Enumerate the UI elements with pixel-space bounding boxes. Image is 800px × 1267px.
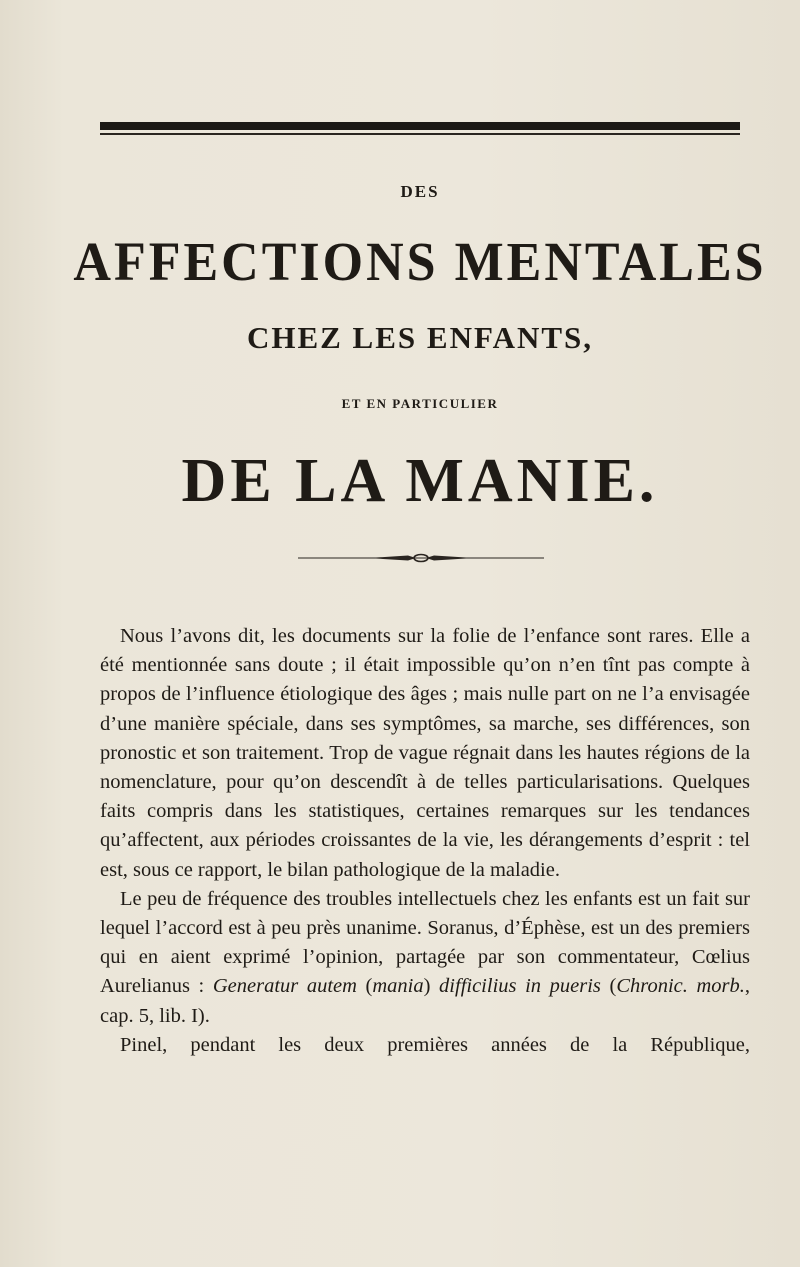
paren-open: ( <box>356 975 373 998</box>
reference-tail: , cap. 5, lib. I). <box>100 975 750 1027</box>
paragraph-2-text: Le peu de fréquence des troubles intellectuels chez les enfants est un fait sur lequel l’accord est à peu près unanime. Soranus, d’Éphèse, est un des premiers qui en aient exprimé l’opinion, partagée par son commentateur, Cœlius Aurelianus : <box>100 887 750 998</box>
paren-open-2: ( <box>600 975 617 998</box>
paragraph-3: Pinel, pendant les deux premières années de la République, <box>120 1033 750 1056</box>
latin-mania: mania <box>372 975 424 998</box>
top-double-rule <box>100 122 740 136</box>
latin-quote-2: difficilius in pueris <box>439 975 601 998</box>
heading-des: DES <box>400 182 440 201</box>
big-title: DE LA MANIE. <box>181 447 659 515</box>
paragraph-1: Nous l’avons dit, les documents sur la folie de l’enfance sont rares. Elle a été mentionnée sans doute ; il était impossible qu’on n’en tînt pas compte à propos de l’influence étiologique des âges ; mais nulle part on ne l’a envisagée d’une manière spéciale, dans ses symptômes, sa marche, ses différences, son pronostic et son traitement. Trop de vague régnait dans les hautes régions de la nomenclature, pour qu’on descendît à de telles particularisations. Quelques faits compris dans les statistiques, certaines remarques sur les tendances qu’affectent, aux périodes croissantes de la vie, les dérangements d’esprit : tel est, sous ce rapport, le bilan pathologique de la maladie. <box>100 625 750 881</box>
thin-rule <box>100 133 740 135</box>
paren-close: ) <box>423 975 440 998</box>
reference-title: Chronic. morb. <box>616 975 745 998</box>
main-title: AFFECTIONS MENTALES <box>73 232 767 293</box>
body-text <box>100 622 750 1060</box>
ornament-divider-icon <box>298 552 544 564</box>
subtitle: CHEZ LES ENFANTS, <box>246 320 594 355</box>
latin-quote: Generatur autem <box>212 975 357 998</box>
small-heading-line: ET EN PARTICULIER <box>341 396 499 411</box>
paragraph-2 <box>100 885 750 1031</box>
thick-rule <box>100 122 740 130</box>
